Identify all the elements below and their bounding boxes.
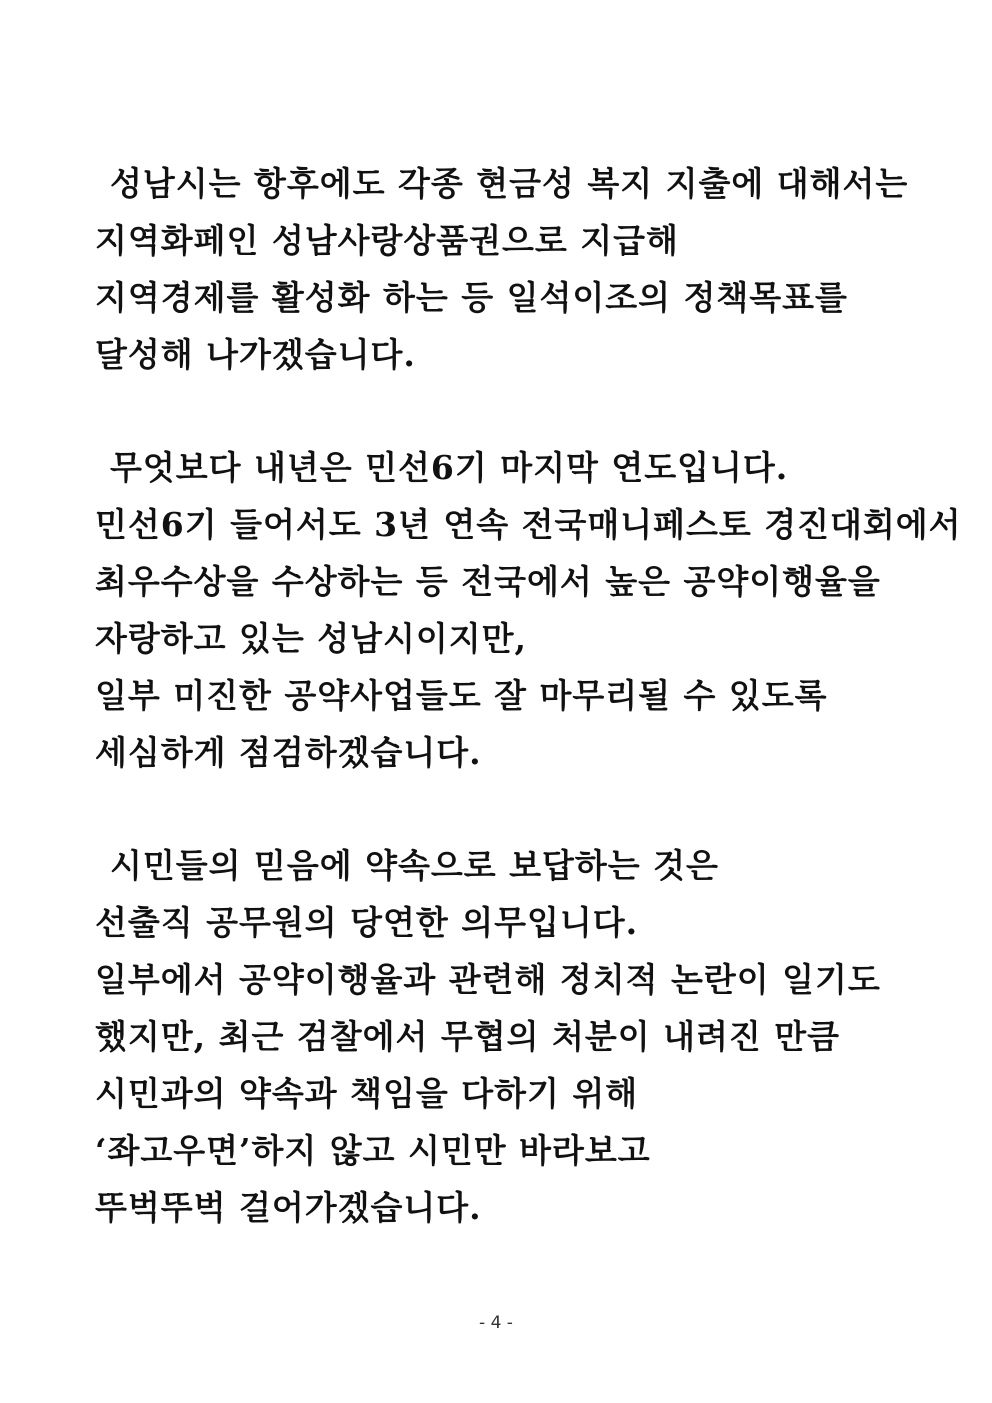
paragraph-2-line-3: 최우수상을 수상하는 등 전국에서 높은 공약이행율을 xyxy=(95,562,881,601)
paragraph-3-line-3: 일부에서 공약이행율과 관련해 정치적 논란이 일기도 xyxy=(95,960,881,999)
paragraph-3-line-2: 선출직 공무원의 당연한 의무입니다. xyxy=(95,903,639,942)
paragraph-1-line-2: 지역화페인 성남사랑상품권으로 지급해 xyxy=(95,221,679,260)
paragraph-2-line-5: 일부 미진한 공약사업들도 잘 마무리될 수 있도록 xyxy=(95,676,828,715)
paragraph-2-line-1: 무엇보다 내년은 민선6기 마지막 연도입니다. xyxy=(110,448,789,487)
paragraph-3-line-5: 시민과의 약속과 책임을 다하기 위해 xyxy=(95,1074,639,1113)
paragraph-2-line-4: 자랑하고 있는 성남시이지만, xyxy=(95,619,528,658)
paragraph-3-line-7: 뚜벅뚜벅 걸어가겠습니다. xyxy=(95,1188,482,1227)
paragraph-1-line-1: 성남시는 항후에도 각종 현금성 복지 지출에 대해서는 xyxy=(110,164,909,203)
paragraph-2-line-6: 세심하게 점검하겠습니다. xyxy=(95,733,482,772)
paragraph-1-line-3: 지역경제를 활성화 하는 등 일석이조의 정책목표를 xyxy=(95,278,848,317)
paragraph-3-line-6: ‘좌고우면’하지 않고 시민만 바라보고 xyxy=(95,1131,651,1170)
paragraph-3-line-4: 했지만, 최근 검찰에서 무협의 처분이 내려진 만큼 xyxy=(95,1017,840,1056)
paragraph-2-line-2: 민선6기 들어서도 3년 연속 전국매니페스토 경진대회에서 xyxy=(95,505,962,544)
page-number: - 4 - xyxy=(479,1313,513,1333)
paragraph-1-line-4: 달성해 나가겠습니다. xyxy=(95,335,416,374)
paragraph-3-line-1: 시민들의 믿음에 약속으로 보답하는 것은 xyxy=(110,846,719,885)
